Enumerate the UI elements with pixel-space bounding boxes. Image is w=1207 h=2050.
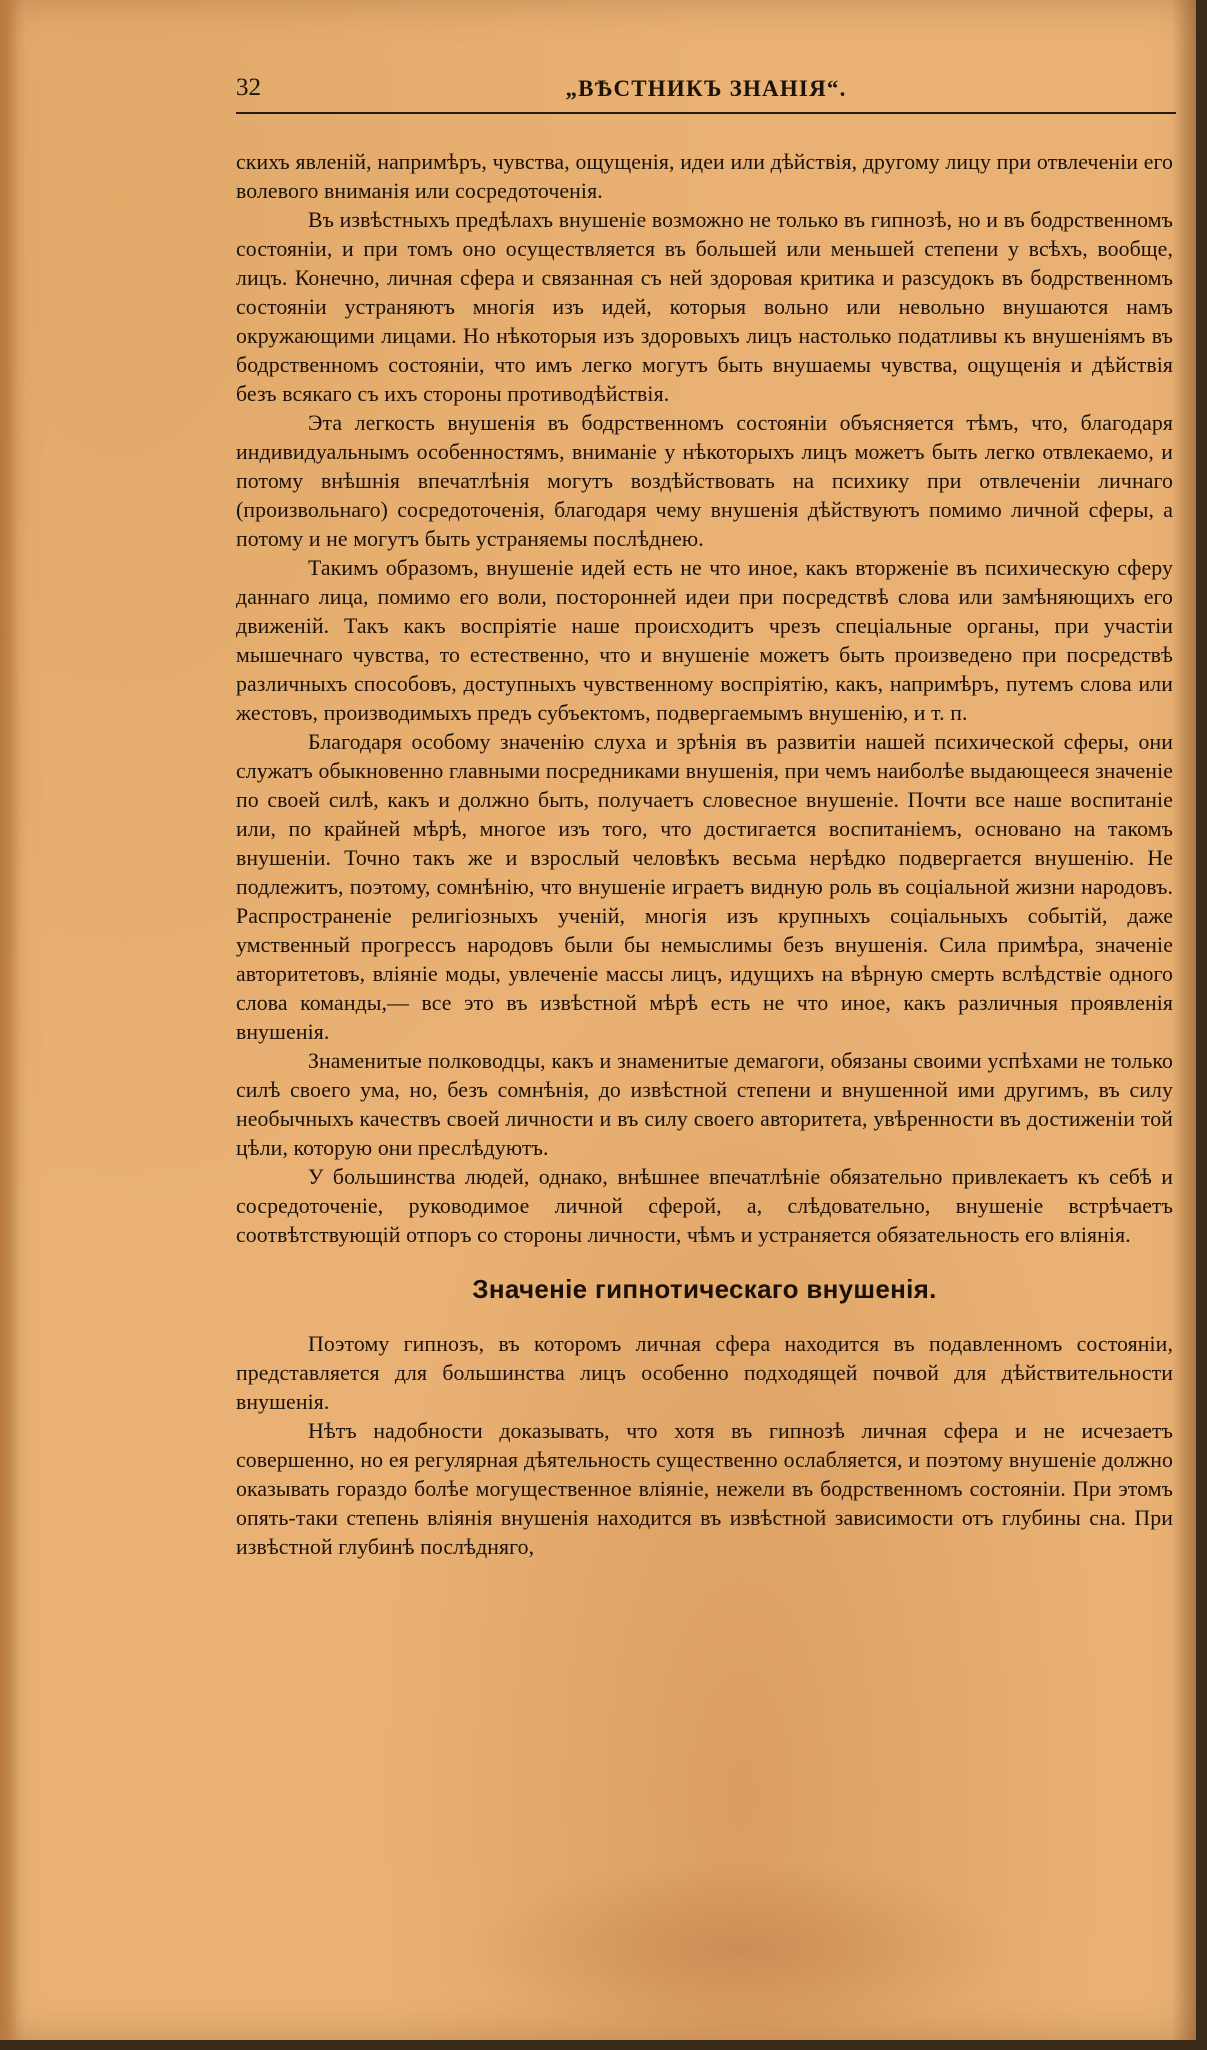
paragraph: Нѣтъ надобности доказывать, что хотя въ гипнозѣ личная сфера и не исчезаетъ совершенно, но ея регулярная дѣятельность существенно ослабляется, и поэтому внушеніе должно оказывать гораздо болѣе могущественное вліяніе, нежели въ бодрственномъ состояніи. При этомъ опять-таки степень вліянія внушенія находится въ извѣстной зависимости отъ глубины сна. При извѣстной глубинѣ послѣдняго,: [236, 1419, 1173, 1559]
page-edge-stain: [0, 0, 18, 2040]
paragraph: скихъ явленій, напримѣръ, чувства, ощущенія, идеи или дѣйствія, другому лицу при отвлеченіи его волевого вниманія или сосредоточенія.: [236, 150, 1173, 203]
water-stain: [460, 1860, 1020, 2040]
paragraph: У большинства людей, однако, внѣшнее впечатлѣніе обязательно привлекаетъ къ себѣ и сосредоточеніе, руководимое личной сферой, а, слѣдовательно, внушеніе встрѣчаетъ соотвѣтствующій отпоръ со стороны личности, чѣмъ и устраняется обязательность его вліянія.: [236, 1165, 1173, 1247]
paragraph: Поэтому гипнозъ, въ которомъ личная сфера находится въ подавленномъ состояніи, представляется для большинства лицъ особенно подходящей почвой для дѣйствительности внушенія.: [236, 1332, 1173, 1414]
section-heading: Значеніе гипнотическаго внушенія.: [472, 1274, 937, 1304]
article-body: [236, 148, 1173, 1562]
paragraph: Благодаря особому значенію слуха и зрѣнія въ развитіи нашей психической сферы, они служатъ обыкновенно главными посредниками внушенія, при чемъ наиболѣе выдающееся значеніе по своей силѣ, какъ и должно быть, получаетъ словесное внушеніе. Почти все наше воспитаніе или, по крайней мѣрѣ, многое изъ того, что достигается воспитаніемъ, основано на такомъ внушеніи. Точно такъ же и взрослый человѣкъ весьма нерѣдко подвергается внушенію. Не подлежитъ, поэтому, сомнѣнію, что внушеніе играетъ видную роль въ соціальной жизни народовъ. Распространеніе религіозныхъ ученій, многія изъ крупныхъ соціальныхъ событій, даже умственный прогрессъ народовъ были бы немыслимы безъ внушенія. Сила примѣра, значеніе авторитетовъ, вліяніе моды, увлеченіе массы лицъ, идущихъ на вѣрную смерть вслѣдствіе одного слова команды,— все это въ извѣстной мѣрѣ есть не что иное, какъ различныя проявленія внушенія.: [236, 730, 1173, 1044]
running-title: „ВѢСТНИКЪ ЗНАНІЯ“.: [565, 76, 847, 101]
paragraph: Знаменитые полководцы, какъ и знаменитые демагоги, обязаны своими успѣхами не только силѣ своего ума, но, безъ сомнѣнія, до извѣстной степени и внушенной ими другимъ, въ силу необычныхъ качествъ своей личности и въ силу своего авторитета, увѣренности въ достиженіи той цѣли, которую они преслѣдуютъ.: [236, 1049, 1173, 1160]
paragraph: Въ извѣстныхъ предѣлахъ внушеніе возможно не только въ гипнозѣ, но и въ бодрственномъ состояніи, и при томъ оно осуществляется въ большей или меньшей степени у всѣхъ, вообще, лицъ. Конечно, личная сфера и связанная съ ней здоровая критика и разсудокъ въ бодрственномъ состояніи устраняютъ многія изъ идей, которыя вольно или невольно внушаются намъ окружающими лицами. Но нѣкоторыя изъ здоровыхъ лицъ настолько податливы къ внушеніямъ въ бодрственномъ состояніи, что имъ легко могутъ быть внушаемы чувства, ощущенія и дѣйствія безъ всякаго съ ихъ стороны противодѣйствія.: [236, 208, 1173, 406]
page-number: 32: [236, 74, 261, 101]
paragraph: Такимъ образомъ, внушеніе идей есть не что иное, какъ вторженіе въ психическую сферу даннаго лица, помимо его воли, посторонней идеи при посредствѣ слова или замѣняющихъ его движеній. Такъ какъ воспріятіе наше происходитъ чрезъ спеціальные органы, при участіи мышечнаго чувства, то естественно, что и внушеніе можетъ быть произведено при посредствѣ различныхъ способовъ, доступныхъ чувственному воспріятію, какъ, напримѣръ, путемъ слова или жестовъ, производимыхъ предъ субъектомъ, подвергаемымъ внушенію, и т. п.: [236, 556, 1173, 725]
paragraph: Эта легкость внушенія въ бодрственномъ состояніи объясняется тѣмъ, что, благодаря индивидуальнымъ особенностямъ, вниманіе у нѣкоторыхъ лицъ можетъ быть легко отвлекаемо, и потому внѣшнія впечатлѣнія могутъ воздѣйствовать на психику при отвлеченіи личнаго (произвольнаго) сосредоточенія, благодаря чему внушенія дѣйствуютъ помимо личной сферы, а потому и не могутъ быть устраняемы послѣднею.: [236, 411, 1173, 551]
page-header: [236, 72, 1176, 114]
